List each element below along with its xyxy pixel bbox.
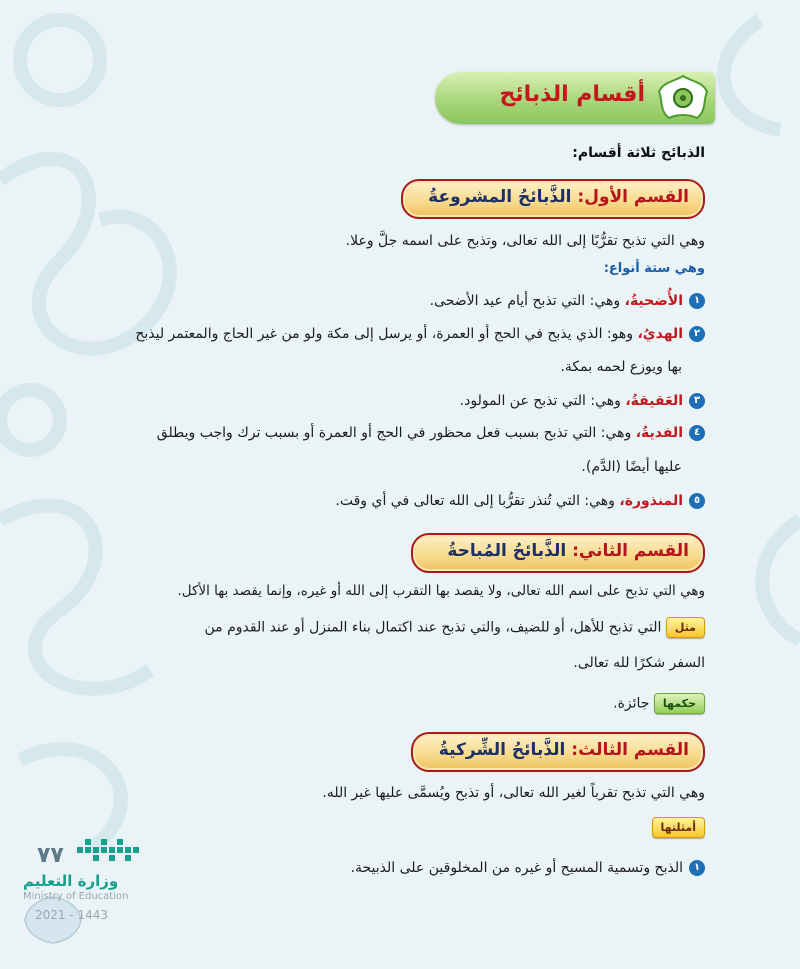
example-text: التي تذبح للأهل، أو للضيف، والتي تذبح عند اكتمال بناء المنزل أو عند القدوم من bbox=[204, 619, 662, 636]
section2-title: الذَّبائحُ المُباحةُ bbox=[447, 541, 567, 561]
title-banner bbox=[435, 72, 715, 124]
term: المنذورة، bbox=[619, 493, 683, 509]
list-item bbox=[460, 393, 705, 409]
definition: وهي: التي تذبح أيام عيد الأضحى. bbox=[429, 293, 625, 309]
term: الهديُ، bbox=[637, 326, 683, 342]
section2-description: وهي التي تذبح على اسم الله تعالى، ولا يقصد بها التقرب إلى الله أو غيره، وإنما يقصد بها الأكل. bbox=[177, 583, 705, 599]
section1-label: القسم الأول: bbox=[577, 187, 689, 207]
ruling-text: جائزة. bbox=[613, 695, 650, 712]
number-badge-icon: ٢ bbox=[689, 326, 705, 342]
number-badge-icon: ٥ bbox=[689, 493, 705, 509]
number-badge-icon: ١ bbox=[689, 860, 705, 876]
ministry-logo bbox=[15, 835, 150, 945]
term: الأُضحيةُ، bbox=[624, 293, 683, 309]
page-number: ٧٧ bbox=[37, 843, 64, 868]
section3-label: القسم الثالث: bbox=[571, 740, 689, 760]
list-item-continuation: بها ويوزع لحمه بمكة. bbox=[560, 359, 682, 375]
example-tag: مثل bbox=[666, 617, 705, 638]
number-badge-icon: ١ bbox=[689, 293, 705, 309]
ruling-row bbox=[613, 693, 705, 714]
edition-year: 2021 - 1443 bbox=[35, 908, 109, 922]
section3-title: الذَّبائحُ الشِّركيةُ bbox=[438, 740, 566, 760]
floral-emblem-icon bbox=[657, 74, 709, 122]
list-item bbox=[135, 326, 705, 342]
page-title: أقسام الذبائح bbox=[499, 82, 645, 107]
section2-label: القسم الثاني: bbox=[572, 541, 689, 561]
definition: وهي: التي تذبح عن المولود. bbox=[459, 393, 626, 409]
list-item-continuation: عليها أيضًا (الدَّم). bbox=[581, 459, 682, 475]
term: العَقيقةُ، bbox=[625, 393, 683, 409]
definition: الذبح وتسمية المسيح أو غيره من المخلوقين على الذبيحة. bbox=[350, 860, 683, 876]
examples-tag-wrap bbox=[652, 817, 705, 838]
ministry-name-arabic: وزارة التعليم bbox=[23, 872, 119, 890]
section3-description: وهي التي تذبح تقرباً لغير الله تعالى، أو تذبح ويُسمَّى عليها غير الله. bbox=[322, 785, 705, 801]
section1-title: الذَّبائحُ المشروعةُ bbox=[428, 187, 572, 207]
examples-tag: أمثلتها bbox=[652, 817, 705, 838]
list-item bbox=[351, 860, 705, 876]
section3-banner bbox=[411, 732, 705, 772]
section2-banner bbox=[411, 533, 705, 573]
section1-types-heading: وهي ستة أنواع: bbox=[603, 261, 705, 276]
number-badge-icon: ٤ bbox=[689, 425, 705, 441]
intro-text: الذبائح ثلاثة أقسام: bbox=[572, 145, 705, 161]
term: الفديةُ، bbox=[635, 425, 683, 441]
ministry-dots-icon bbox=[75, 835, 145, 869]
example-row bbox=[205, 617, 705, 638]
definition: وهو: الذي يذبح في الحج أو العمرة، أو يرسل إلى مكة ولو من غير الحاج والمعتمر ليذبح bbox=[135, 326, 638, 342]
section1-description: وهي التي تذبح تقرُّبًا إلى الله تعالى، وتذبح على اسمه جلَّ وعلا. bbox=[345, 233, 705, 249]
ruling-tag: حكمها bbox=[654, 693, 705, 714]
ministry-name-english: Ministry of Education bbox=[23, 891, 129, 902]
list-item bbox=[157, 425, 705, 441]
definition: وهي: التي تذبح بسبب فعل محظور في الحج أو العمرة أو بسبب ترك واجب ويطلق bbox=[156, 425, 636, 441]
list-item bbox=[430, 293, 705, 309]
number-badge-icon: ٣ bbox=[689, 393, 705, 409]
section1-heading bbox=[428, 187, 689, 207]
section3-heading bbox=[439, 740, 689, 760]
definition: وهي: التي تُنذر تقرُّبا إلى الله تعالى في أي وقت. bbox=[335, 493, 620, 509]
list-item bbox=[335, 493, 705, 509]
example-continuation: السفر شكرًا لله تعالى. bbox=[573, 655, 705, 671]
section2-heading bbox=[447, 541, 689, 561]
section1-banner bbox=[401, 179, 705, 219]
